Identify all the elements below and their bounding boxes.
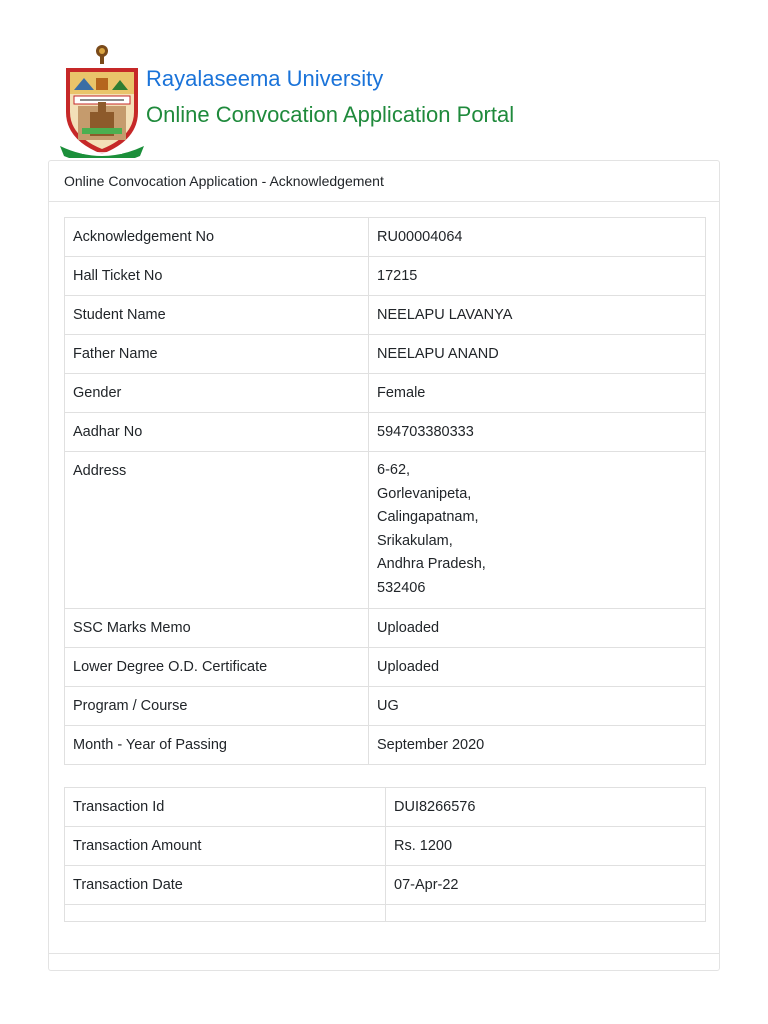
- table-row: [65, 788, 706, 827]
- row-label: Aadhar No: [65, 413, 369, 452]
- table-row: [65, 648, 706, 687]
- table-row: [65, 413, 706, 452]
- row-label: Address: [65, 452, 369, 609]
- university-name: Rayalaseema University: [146, 66, 384, 91]
- row-value: 17215: [369, 257, 706, 296]
- address-line: Gorlevanipeta,: [377, 485, 472, 502]
- row-label: SSC Marks Memo: [65, 609, 369, 648]
- row-value: 594703380333: [369, 413, 706, 452]
- card-footer: [49, 953, 719, 970]
- row-value: 07-Apr-22: [386, 866, 706, 905]
- row-label: Hall Ticket No: [65, 257, 369, 296]
- portal-name: Online Convocation Application Portal: [146, 102, 515, 127]
- empty-cell: [386, 905, 706, 922]
- address-line: Srikakulam,: [377, 532, 453, 549]
- row-label: Father Name: [65, 335, 369, 374]
- table-row: [65, 374, 706, 413]
- row-value: Rs. 1200: [386, 827, 706, 866]
- table-row: [65, 257, 706, 296]
- row-label: Lower Degree O.D. Certificate: [65, 648, 369, 687]
- address-value: [369, 452, 706, 609]
- table-row: [65, 827, 706, 866]
- table-row-empty: [65, 905, 706, 922]
- row-label: Student Name: [65, 296, 369, 335]
- transaction-details-table: [64, 787, 706, 922]
- row-value: Uploaded: [369, 609, 706, 648]
- row-label: Transaction Amount: [65, 827, 386, 866]
- student-details-table: [64, 217, 706, 765]
- table-row: [65, 687, 706, 726]
- row-value: Uploaded: [369, 648, 706, 687]
- row-value: September 2020: [369, 726, 706, 765]
- row-label: Transaction Id: [65, 788, 386, 827]
- university-emblem-icon: [60, 42, 144, 158]
- row-label: Transaction Date: [65, 866, 386, 905]
- table-row: [65, 866, 706, 905]
- table-row: [65, 609, 706, 648]
- card-title: Online Convocation Application - Acknowledgement: [49, 161, 719, 202]
- page-header: [60, 42, 720, 158]
- table-row: [65, 218, 706, 257]
- row-label: Month - Year of Passing: [65, 726, 369, 765]
- row-value: DUI8266576: [386, 788, 706, 827]
- table-row: [65, 335, 706, 374]
- table-row: [65, 726, 706, 765]
- row-value: UG: [369, 687, 706, 726]
- row-value: Female: [369, 374, 706, 413]
- row-value: RU00004064: [369, 218, 706, 257]
- acknowledgement-card: [48, 160, 720, 971]
- header-titles: [146, 64, 514, 130]
- empty-cell: [65, 905, 386, 922]
- row-value: NEELAPU ANAND: [369, 335, 706, 374]
- row-label: Acknowledgement No: [65, 218, 369, 257]
- address-line: 6-62,: [377, 462, 411, 478]
- row-label: Program / Course: [65, 687, 369, 726]
- row-label: Gender: [65, 374, 369, 413]
- row-value: NEELAPU LAVANYA: [369, 296, 706, 335]
- table-row-address: [65, 452, 706, 609]
- address-line: Andhra Pradesh,: [377, 556, 486, 572]
- address-line: 532406: [377, 579, 426, 596]
- table-row: [65, 296, 706, 335]
- address-line: Calingapatnam,: [377, 509, 479, 525]
